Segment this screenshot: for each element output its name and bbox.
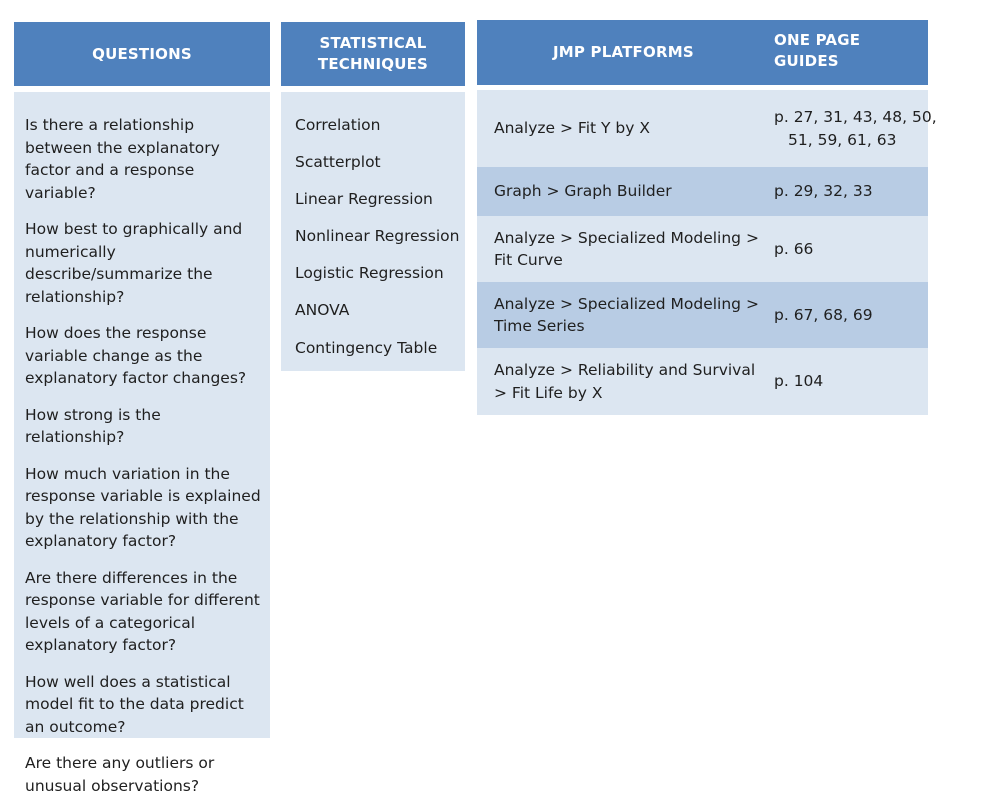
platform-row [477, 90, 937, 167]
platform-row [477, 216, 928, 282]
question-item: How well does a statistical model fit to the data predict an outcome? [25, 672, 244, 736]
techniques-header-line1: STATISTICAL [319, 34, 427, 52]
platform-path: Analyze > Fit Y by X [494, 119, 650, 138]
platform-row [477, 167, 928, 216]
guide-pages: p. 27, 31, 43, 48, 50, 51, 59, 61, 63 [774, 108, 937, 149]
technique-item: Nonlinear Regression [295, 227, 460, 246]
question-item: How much variation in the response variable is explained by the relationship with the explanatory factor? [25, 464, 261, 550]
platform-path: Analyze > Specialized Modeling > Time Series [494, 294, 759, 335]
technique-item: Logistic Regression [295, 264, 444, 283]
techniques-header-line2: TECHNIQUES [317, 55, 429, 73]
technique-item: Scatterplot [295, 153, 381, 172]
platform-path: Graph > Graph Builder [494, 182, 672, 201]
guides-header-line2: GUIDES [774, 52, 839, 70]
question-item: Are there any outliers or unusual observations? [25, 754, 215, 795]
question-item: How best to graphically and numerically describe/summarize the relationship? [25, 220, 243, 306]
guide-pages: p. 66 [774, 239, 814, 258]
guide-pages: p. 67, 68, 69 [774, 305, 873, 324]
technique-item: ANOVA [295, 301, 350, 320]
guide-pages: p. 29, 32, 33 [774, 182, 873, 201]
questions-panel [14, 92, 270, 795]
question-item: Are there differences in the response variable for different levels of a categorical explanatory factor? [25, 568, 260, 654]
question-item: How strong is the relationship? [25, 405, 161, 446]
questions-header-label: QUESTIONS [92, 44, 192, 63]
guides-header [774, 30, 860, 72]
platform-row [477, 348, 928, 415]
questions-header [14, 22, 270, 86]
technique-item: Linear Regression [295, 190, 433, 209]
platform-path: Analyze > Specialized Modeling > Fit Curve [494, 228, 759, 269]
technique-item: Contingency Table [295, 338, 438, 357]
guide-pages: p. 104 [774, 372, 824, 391]
technique-item: Correlation [295, 116, 381, 134]
platforms-header [477, 20, 928, 85]
question-item: How does the response variable change as the explanatory factor changes? [25, 324, 247, 387]
platforms-header-label: JMP PLATFORMS [553, 43, 694, 61]
techniques-header [281, 22, 465, 86]
platform-row [477, 282, 928, 348]
question-item: Is there a relationship between the explanatory factor and a response variable? [25, 116, 220, 202]
platforms-table [477, 90, 937, 415]
techniques-panel [281, 92, 465, 371]
guides-header-line1: ONE PAGE [774, 31, 861, 49]
platform-path: Analyze > Reliability and Survival > Fit Life by X [494, 361, 756, 402]
